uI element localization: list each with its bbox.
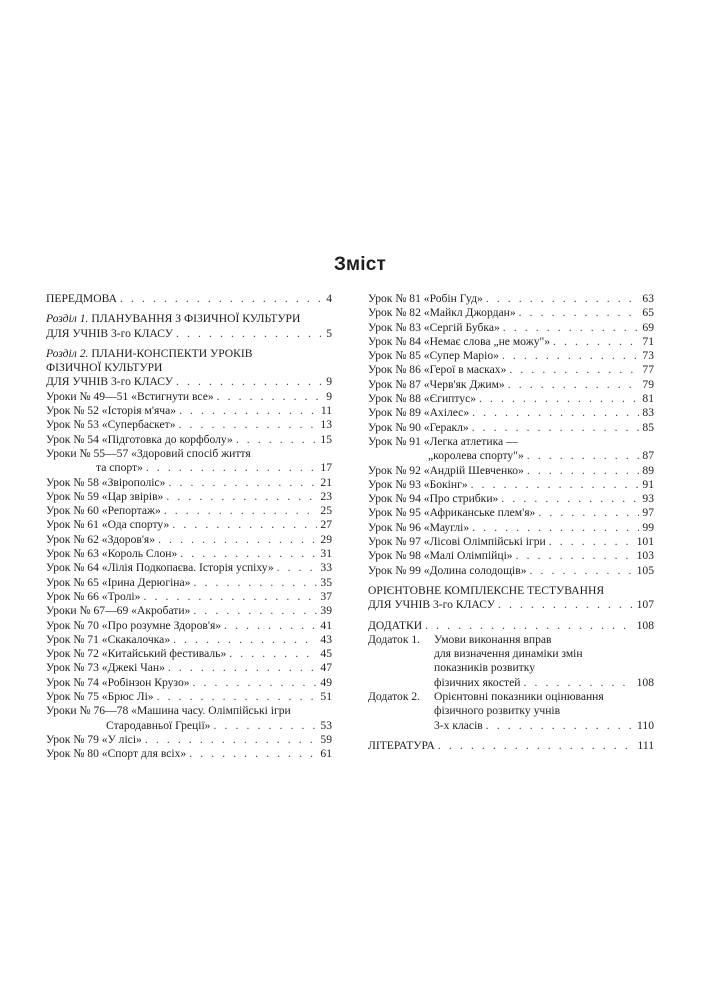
appendix-text: Умови виконання вправ — [434, 632, 552, 646]
toc-page-number: 103 — [636, 549, 654, 563]
leader-dots — [472, 421, 640, 435]
toc-entry-text: Урок № 81 «Робін Гуд» — [368, 292, 483, 305]
toc-entry-text: Урок № 60 «Репортаж» — [46, 504, 161, 518]
leader-dots — [180, 547, 317, 561]
toc-section-1[interactable] — [46, 312, 332, 341]
toc-page-number: 77 — [642, 363, 654, 377]
leader-dots — [172, 518, 317, 532]
toc-entry-testing[interactable] — [368, 584, 654, 613]
toc-entry-text-cont: та спорт» — [96, 461, 143, 475]
toc-page-number: 91 — [642, 477, 654, 491]
leader-dots — [193, 576, 317, 590]
toc-entry[interactable] — [368, 406, 654, 420]
toc-page-number: 4 — [326, 292, 332, 305]
toc-entry[interactable] — [46, 433, 332, 447]
appendix-text: фізичних якостей — [434, 675, 521, 689]
leader-dots — [120, 292, 323, 306]
toc-page-number: 87 — [642, 449, 654, 463]
leader-dots — [277, 561, 318, 575]
leader-dots — [509, 363, 639, 377]
toc-entry[interactable] — [46, 690, 332, 704]
toc-entry-text: Уроки № 76—78 «Машина часу. Олімпійські ігри — [46, 704, 291, 718]
toc-page-number: 53 — [320, 718, 332, 732]
toc-entry[interactable] — [368, 478, 654, 492]
toc-entry[interactable] — [46, 747, 332, 761]
toc-entry[interactable] — [46, 704, 332, 733]
leader-dots — [173, 633, 317, 647]
toc-entry-text: Урок № 66 «Тролі» — [46, 589, 141, 603]
leader-dots — [472, 406, 639, 420]
toc-page-number: 93 — [642, 492, 654, 506]
toc-page-number: 49 — [320, 675, 332, 689]
toc-entry-text: ПЕРЕДМОВА — [46, 292, 117, 305]
toc-page-number: 23 — [320, 489, 332, 503]
leader-dots — [516, 549, 634, 563]
section-title-cont: ДЛЯ УЧНІВ 3-го КЛАСУ — [46, 326, 174, 340]
leader-dots — [498, 598, 634, 612]
toc-entry-text: Урок № 63 «Король Слон» — [46, 547, 178, 561]
leader-dots — [229, 647, 317, 661]
toc-page-number: 27 — [320, 518, 332, 532]
leader-dots — [527, 464, 640, 478]
leader-dots — [168, 661, 317, 675]
toc-entry-text-cont: ДЛЯ УЧНІВ 3-го КЛАСУ — [368, 598, 496, 612]
leader-dots — [236, 433, 318, 447]
toc-entry-text: Урок № 97 «Лісові Олімпійські ігри — [368, 535, 546, 549]
toc-entry[interactable] — [46, 676, 332, 690]
leader-dots — [189, 747, 317, 761]
toc-entry[interactable] — [46, 576, 332, 590]
toc-entry[interactable] — [46, 661, 332, 675]
toc-entry[interactable] — [46, 390, 332, 404]
toc-page-number: 51 — [320, 690, 332, 704]
toc-page-number: 85 — [642, 420, 654, 434]
toc-entry-text: Урок № 61 «Ода спорту» — [46, 518, 170, 532]
toc-entry-text: Урок № 58 «Звірополіс» — [46, 475, 166, 489]
toc-entry-text: Уроки № 49—51 «Встигнути все» — [46, 389, 214, 403]
toc-entry[interactable] — [46, 604, 332, 618]
appendix-text: 3-х класів — [434, 718, 483, 732]
toc-entry-foreword[interactable] — [46, 292, 332, 306]
toc-entry-text: Урок № 88 «Єгиптус» — [368, 392, 477, 406]
toc-entry[interactable] — [368, 464, 654, 478]
toc-entry-text: Урок № 75 «Брюс Лі» — [46, 690, 154, 704]
toc-page-number: 11 — [320, 404, 332, 418]
toc-entry[interactable] — [368, 378, 654, 392]
leader-dots — [179, 418, 318, 432]
toc-page-number: 29 — [320, 532, 332, 546]
leader-dots — [193, 604, 317, 618]
toc-page-number: 25 — [320, 504, 332, 518]
toc-entry-text: ДОДАТКИ — [368, 618, 423, 632]
section-title-cont: ФІЗИЧНОЇ КУЛЬТУРИ — [46, 361, 163, 375]
toc-entry-text: Урок № 59 «Цар звірів» — [46, 489, 164, 503]
toc-page-number: 61 — [320, 747, 332, 761]
toc-entry-text-cont: „королева спорту"» — [428, 449, 524, 463]
toc-entry-text: Урок № 70 «Про розумне Здоров'я» — [46, 618, 222, 632]
toc-page-number: 59 — [320, 732, 332, 746]
toc-section-2[interactable] — [46, 347, 332, 390]
toc-entry[interactable] — [368, 349, 654, 363]
toc-page-number: 9 — [326, 389, 332, 403]
toc-page-number: 37 — [320, 589, 332, 603]
leader-dots — [145, 733, 318, 747]
toc-entry-appendix-1[interactable] — [368, 633, 654, 690]
toc-page-number: 73 — [642, 349, 654, 363]
leader-dots — [486, 719, 634, 733]
toc-entry-text: Урок № 98 «Малі Олімпійці» — [368, 549, 513, 563]
leader-dots — [486, 292, 640, 306]
page-title: Зміст — [333, 254, 387, 275]
leader-dots — [501, 492, 639, 506]
toc-page-number: 47 — [320, 661, 332, 675]
section-title: ПЛАНУВАННЯ З ФІЗИЧНОЇ КУЛЬТУРИ — [88, 312, 301, 326]
toc-entry[interactable] — [46, 518, 332, 532]
toc-page-number: 89 — [642, 463, 654, 477]
toc-entry[interactable] — [46, 547, 332, 561]
toc-entry-appendix-2[interactable] — [368, 690, 654, 733]
leader-dots — [143, 590, 317, 604]
toc-entry-text: Урок № 99 «Долина солодощів» — [368, 563, 527, 577]
leader-dots — [217, 390, 324, 404]
leader-dots — [179, 404, 318, 418]
leader-dots — [523, 676, 633, 690]
toc-page-number: 110 — [637, 718, 654, 732]
toc-entry-text: Урок № 93 «Бокінг» — [368, 477, 468, 491]
toc-entry-text: Урок № 65 «Ірина Дерюгіна» — [46, 575, 191, 589]
toc-entry-text: Урок № 82 «Майкл Джордан» — [368, 306, 516, 320]
toc-page-number: 105 — [636, 563, 654, 577]
leader-dots — [166, 490, 317, 504]
toc-entry-text: ОРІЄНТОВНЕ КОМПЛЕКСНЕ ТЕСТУВАННЯ — [368, 583, 605, 597]
toc-entry[interactable] — [46, 418, 332, 432]
leader-dots — [538, 506, 639, 520]
toc-entry-appendices[interactable] — [368, 619, 654, 633]
toc-entry-text: Урок № 94 «Про стрибки» — [368, 492, 499, 506]
toc-entry-text-cont: Стародавньої Греції» — [106, 718, 211, 732]
toc-entry[interactable] — [46, 733, 332, 747]
section-title-cont: ДЛЯ УЧНІВ 3-го КЛАСУ — [46, 375, 174, 389]
toc-page-number: 108 — [636, 675, 654, 689]
leader-dots — [519, 306, 640, 320]
toc-entry-text: Урок № 90 «Геракл» — [368, 420, 469, 434]
section-title: ПЛАНИ-КОНСПЕКТИ УРОКІВ — [88, 346, 253, 360]
toc-page-number: 107 — [636, 598, 654, 612]
appendix-text: фізичного розвитку учнів — [434, 704, 561, 718]
toc-entry[interactable] — [46, 561, 332, 575]
toc-entry[interactable] — [46, 633, 332, 647]
leader-dots — [224, 619, 317, 633]
leader-dots — [168, 476, 317, 490]
toc-entry-text: Урок № 91 «Легка атлетика — — [368, 434, 518, 448]
leader-dots — [503, 321, 640, 335]
toc-page-number: 81 — [642, 392, 654, 406]
leader-dots — [553, 335, 639, 349]
toc-page-number: 111 — [637, 738, 654, 752]
toc-page-number: 43 — [320, 632, 332, 646]
section-label: Розділ 2. — [46, 346, 89, 360]
toc-entry[interactable] — [368, 549, 654, 563]
toc-entry-text: Урок № 85 «Супер Маріо» — [368, 349, 499, 363]
toc-page-number: 79 — [642, 377, 654, 391]
toc-left-column — [46, 292, 332, 762]
toc-entry-text: Урок № 64 «Лілія Подкопаєва. Історія успіху» — [46, 561, 274, 575]
toc-entry[interactable] — [46, 533, 332, 547]
toc-entry-text: Урок № 89 «Ахілес» — [368, 406, 470, 420]
toc-entry[interactable] — [368, 435, 654, 464]
toc-page-number: 15 — [320, 432, 332, 446]
toc-entry-text: Урок № 72 «Китайський фестиваль» — [46, 647, 227, 661]
toc-entry[interactable] — [368, 521, 654, 535]
toc-entry[interactable] — [368, 321, 654, 335]
leader-dots — [176, 375, 323, 389]
toc-entry[interactable] — [368, 421, 654, 435]
toc-page-number: 99 — [642, 520, 654, 534]
toc-entry-text: Урок № 71 «Скакалочка» — [46, 632, 171, 646]
toc-page-number: 71 — [642, 334, 654, 348]
appendix-text: показників розвитку — [434, 661, 536, 675]
toc-entry-text: Урок № 52 «Історія м'яча» — [46, 404, 177, 418]
leader-dots — [530, 564, 634, 578]
leader-dots — [176, 327, 323, 341]
toc-entry[interactable] — [368, 363, 654, 377]
toc-page-number: 108 — [636, 618, 654, 632]
toc-right-column — [368, 292, 654, 753]
toc-page-number: 13 — [320, 418, 332, 432]
leader-dots — [158, 533, 317, 547]
leader-dots — [146, 461, 317, 475]
appendix-label: Додаток 2. — [368, 690, 421, 704]
leader-dots — [471, 478, 640, 492]
toc-entry-text: Урок № 79 «У лісі» — [46, 732, 142, 746]
toc-entry-text: Урок № 87 «Черв'як Джим» — [368, 377, 505, 391]
toc-page-number: 31 — [320, 547, 332, 561]
toc-entry-text: Уроки № 55—57 «Здоровий спосіб життя — [46, 446, 251, 460]
toc-entry[interactable] — [46, 476, 332, 490]
toc-entry-text: Урок № 62 «Здоров'я» — [46, 532, 156, 546]
toc-page-number: 63 — [642, 292, 654, 305]
toc-page-number: 101 — [636, 535, 654, 549]
leader-dots — [527, 449, 640, 463]
toc-entry[interactable] — [46, 590, 332, 604]
toc-entry[interactable] — [368, 335, 654, 349]
appendix-label: Додаток 1. — [368, 632, 421, 646]
toc-entry-text: Урок № 84 «Немає слова „не можу"» — [368, 334, 551, 348]
toc-entry-text: Урок № 74 «Робінзон Крузо» — [46, 675, 190, 689]
leader-dots — [213, 719, 317, 733]
toc-entry-text: Урок № 73 «Джекі Чан» — [46, 661, 165, 675]
toc-entry-text: Урок № 83 «Сергій Бубка» — [368, 320, 500, 334]
leader-dots — [479, 392, 639, 406]
toc-entry-text: Урок № 95 «Африканське плем'я» — [368, 506, 536, 520]
toc-entry[interactable] — [46, 447, 332, 476]
leader-dots — [549, 535, 634, 549]
toc-page-number: 69 — [642, 320, 654, 334]
toc-entry[interactable] — [368, 292, 654, 306]
toc-page-number: 17 — [320, 461, 332, 475]
appendix-text: Орієнтовні показники оцінювання — [434, 690, 604, 704]
toc-entry[interactable] — [46, 404, 332, 418]
toc-page-number: 5 — [326, 326, 332, 340]
section-label: Розділ 1. — [46, 312, 89, 326]
leader-dots — [438, 739, 635, 753]
leader-dots — [425, 619, 633, 633]
toc-page-number: 33 — [320, 561, 332, 575]
toc-entry-literature[interactable] — [368, 739, 654, 753]
toc-entry-text: Урок № 96 «Мауглі» — [368, 520, 470, 534]
toc-page-number: 83 — [642, 406, 654, 420]
toc-entry[interactable] — [368, 306, 654, 320]
toc-page-number: 21 — [320, 475, 332, 489]
toc-entry-text: Урок № 53 «Супербаскет» — [46, 418, 176, 432]
toc-entry[interactable] — [46, 490, 332, 504]
toc-page-number: 45 — [320, 647, 332, 661]
toc-entry-text: Урок № 86 «Герої в масках» — [368, 363, 507, 377]
toc-entry-text: Уроки № 67—69 «Акробати» — [46, 604, 191, 618]
toc-entry[interactable] — [368, 535, 654, 549]
leader-dots — [164, 504, 318, 518]
toc-entry[interactable] — [368, 492, 654, 506]
toc-entry-text: ЛІТЕРАТУРА — [368, 738, 435, 752]
toc-entry-text: Урок № 54 «Підготовка до корфболу» — [46, 432, 233, 446]
toc-page-number: 35 — [320, 575, 332, 589]
toc-entry[interactable] — [368, 392, 654, 406]
toc-page-number: 65 — [642, 306, 654, 320]
toc-entry[interactable] — [46, 619, 332, 633]
toc-entry[interactable] — [368, 564, 654, 578]
toc-entry-text: Урок № 92 «Андрій Шевченко» — [368, 463, 524, 477]
toc-entry-text: Урок № 80 «Спорт для всіх» — [46, 747, 187, 761]
appendix-text: для визначення динаміки змін — [434, 647, 583, 661]
toc-entry[interactable] — [46, 504, 332, 518]
leader-dots — [472, 521, 639, 535]
toc-entry[interactable] — [368, 506, 654, 520]
toc-entry[interactable] — [46, 647, 332, 661]
toc-page-number: 97 — [642, 506, 654, 520]
leader-dots — [193, 676, 318, 690]
leader-dots — [508, 378, 640, 392]
toc-page-number: 9 — [326, 375, 332, 389]
leader-dots — [157, 690, 318, 704]
toc-page-number: 41 — [320, 618, 332, 632]
toc-page-number: 39 — [320, 604, 332, 618]
leader-dots — [502, 349, 639, 363]
